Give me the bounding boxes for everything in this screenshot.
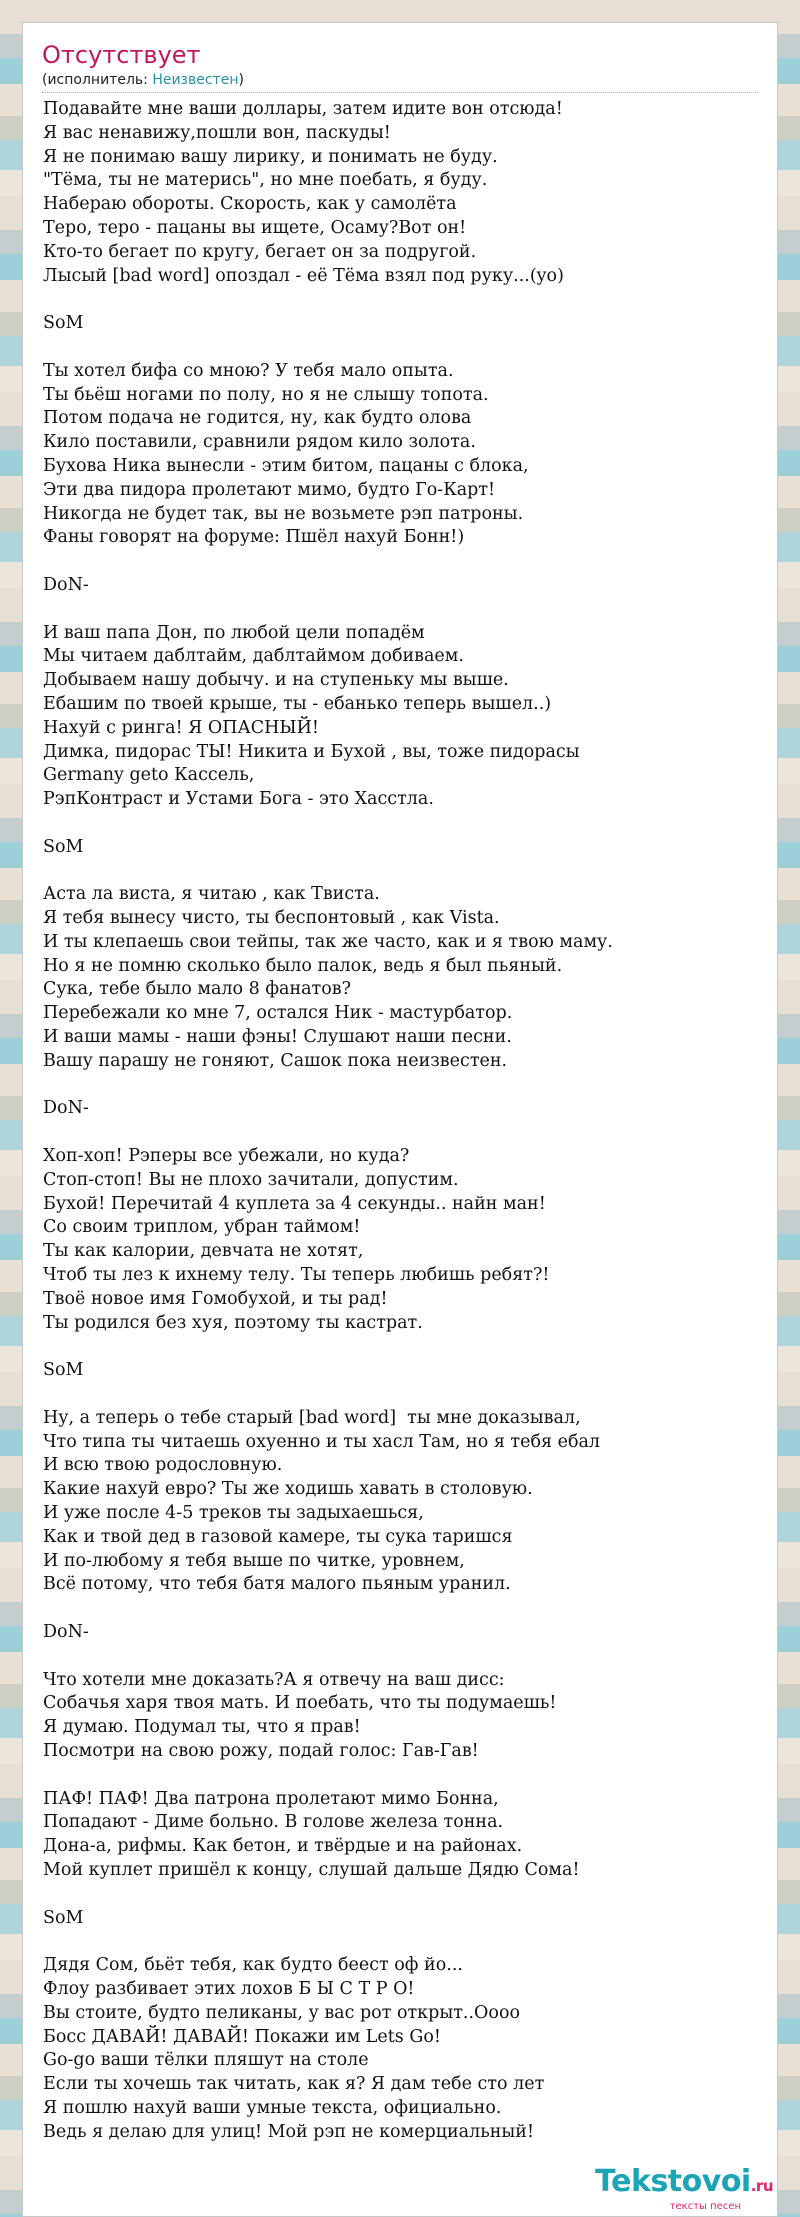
lyric-line: Сука, тебе было мало 8 фанатов? — [43, 979, 351, 1000]
lyric-line: Димка, пидорас ТЫ! Никита и Бухой , вы, тоже пидорасы — [43, 741, 580, 762]
lyric-line: Фаны говорят на форуме: Пшёл нахуй Бонн!) — [43, 527, 465, 548]
lyric-line: Мой куплет пришёл к концу, слушай дальше Дядю Сома! — [43, 1859, 580, 1880]
lyric-line: Добываем нашу добычу. и на ступеньку мы выше. — [43, 670, 509, 691]
lyric-line: Что хотели мне доказать?А я отвечу на ваш дисс: — [43, 1669, 505, 1690]
lyric-line: Ведь я делаю для улиц! Мой рэп не комерциальный! — [43, 2121, 535, 2142]
logo-tagline: тексты песен — [669, 2201, 741, 2212]
lyric-line: Перебежали ко мне 7, остался Ник - мастурбатор. — [43, 1003, 513, 1024]
lyric-line: Бухова Ника вынесли - этим битом, пацаны с блока, — [43, 455, 529, 476]
lyric-line — [43, 1930, 763, 1954]
lyric-line: Ебашим по твоей крыше, ты - ебанько теперь вышел..) — [43, 693, 552, 714]
lyric-line: DoN- — [43, 574, 89, 595]
logo-wordmark — [595, 2164, 773, 2201]
lyric-line: Ты как калории, девчата не хотят, — [43, 1241, 364, 1262]
lyric-line: "Тёма, ты не матерись", но мне поебать, я буду. — [43, 170, 488, 191]
lyric-line: Посмотри на свою рожу, подай голос: Гав-Гав! — [43, 1740, 479, 1761]
lyric-line: Мы читаем даблтайм, даблтаймом добиваем. — [43, 646, 464, 667]
artist-line — [42, 71, 758, 93]
lyric-line — [43, 1074, 763, 1098]
lyric-line — [43, 288, 763, 312]
site-logo[interactable] — [595, 2164, 773, 2212]
lyric-line: Вы стоите, будто пеликаны, у вас рот открыт..Оооо — [43, 2002, 521, 2023]
lyric-line: Эти два пидора пролетают мимо, будто Го-Карт! — [43, 479, 496, 500]
song-title: Отсутствует — [42, 41, 201, 69]
lyric-line: Но я не помню сколько было палок, ведь я был пьяный. — [43, 955, 563, 976]
lyric-line — [43, 336, 763, 360]
lyric-line: DoN- — [43, 1622, 89, 1642]
lyric-line — [43, 1645, 763, 1669]
artist-prefix: (исполнитель: — [42, 72, 153, 88]
lyrics-card — [22, 22, 778, 2217]
lyric-line: Ну, а теперь о тебе старый [bad word] ты мне доказывал, — [43, 1407, 581, 1428]
lyric-line: Дона-а, рифмы. Как бетон, и твёрдые и на районах. — [43, 1836, 523, 1857]
artist-link[interactable]: Неизвестен — [152, 72, 239, 88]
lyric-line: SoM — [43, 1360, 84, 1381]
lyric-line: И по-любому я тебя выше по читке, уровнем, — [43, 1550, 465, 1571]
lyric-line: Нахуй с ринга! Я ОПАСНЫЙ! — [43, 717, 319, 738]
lyric-line: Я думаю. Подумал ты, что я прав! — [43, 1717, 361, 1738]
lyric-line — [43, 1383, 763, 1407]
lyric-line: Аста ла виста, я читаю , как Твиста. — [43, 884, 380, 905]
lyric-line: Бухой! Перечитай 4 куплета за 4 секунды.. найн ман! — [43, 1193, 546, 1214]
lyric-line: Собачья харя твоя мать. И поебать, что ты подумаешь! — [43, 1693, 557, 1714]
lyric-line: Чтоб ты лез к ихнему телу. Ты теперь любишь ребят?! — [43, 1265, 550, 1286]
lyric-line: Если ты хочешь так читать, как я? Я дам тебе сто лет — [43, 2074, 545, 2095]
lyric-line: Босс ДАВАЙ! ДАВАЙ! Покажи им Lets Go! — [43, 2026, 441, 2047]
lyric-line — [43, 860, 763, 884]
lyric-line: SoM — [43, 1907, 84, 1928]
lyric-line: Я пошлю нахуй ваши умные текста, официально. — [43, 2097, 502, 2118]
lyric-line: Я не понимаю вашу лирику, и понимать не буду. — [43, 146, 498, 167]
lyric-line: Со своим триплом, убран таймом! — [43, 1217, 361, 1238]
lyric-line: И ваши мамы - наши фэны! Слушают наши песни. — [43, 1027, 512, 1048]
lyric-line: DoN- — [43, 1098, 89, 1119]
lyric-line: Никогда не будет так, вы не возьмете рэп патроны. — [43, 503, 524, 524]
lyric-line: Что типа ты читаешь охуенно и ты хасл Там, но я тебя ебал — [43, 1431, 601, 1452]
lyric-line — [43, 812, 763, 836]
lyric-line: Кило поставили, сравнили рядом кило золота. — [43, 432, 476, 453]
lyric-line: Ты бьёш ногами по полу, но я не слышу топота. — [43, 384, 489, 405]
lyric-line: Твоё новое имя Гомобухой, и ты рад! — [43, 1288, 388, 1309]
lyric-line: И ваш папа Дон, по любой цели попадём — [43, 622, 425, 643]
lyric-line: Germany geto Кассель, — [43, 765, 255, 786]
lyric-line: Попадают - Диме больно. В голове железа тонна. — [43, 1812, 504, 1833]
lyric-line: SoM — [43, 836, 84, 857]
lyric-line: Теро, теро - пацаны вы ищете, Осаму?Вот он! — [43, 217, 467, 238]
lyric-line: Дядя Сом, бьёт тебя, как будто беест оф йо... — [43, 1955, 463, 1976]
lyric-line: И всю твою родословную. — [43, 1455, 283, 1476]
lyric-line: Флоу разбивает этих лохов Б Ы С Т Р О! — [43, 1978, 415, 1999]
lyric-line: SoM — [43, 313, 84, 334]
lyric-line: Стоп-стоп! Вы не плохо зачитали, допустим. — [43, 1169, 459, 1190]
lyric-line: Как и твой дед в газовой камере, ты сука таришся — [43, 1526, 513, 1547]
lyric-line — [43, 1121, 763, 1145]
lyric-line: И уже после 4-5 треков ты задыхаешься, — [43, 1503, 424, 1524]
lyric-line: Хоп-хоп! Рэперы все убежали, но куда? — [43, 1146, 410, 1167]
lyric-line: Подавайте мне ваши доллары, затем идите вон отсюда! — [43, 99, 563, 119]
lyric-line — [43, 550, 763, 574]
lyric-line: РэпКонтраст и Устами Бога - это Хасстла. — [43, 789, 434, 810]
lyric-line — [43, 598, 763, 622]
lyric-line: Набераю обороты. Скорость, как у самолёта — [43, 194, 457, 215]
lyric-line: Вашу парашу не гоняют, Сашок пока неизвестен. — [43, 1050, 508, 1071]
lyrics-text — [43, 98, 763, 2145]
lyric-line: Какие нахуй евро? Ты же ходишь хавать в столовую. — [43, 1479, 533, 1500]
lyric-line: Ты родился без хуя, поэтому ты кастрат. — [43, 1312, 423, 1333]
lyric-line: Лысый [bad word] опоздал - её Тёма взял под руку...(yo) — [43, 265, 564, 286]
logo-tld: .ru — [750, 2177, 773, 2195]
lyric-line — [43, 1597, 763, 1621]
lyric-line: Потом подача не годится, ну, как будто олова — [43, 408, 472, 429]
lyric-line: Go-go ваши тёлки пляшут на столе — [43, 2050, 369, 2071]
lyric-line — [43, 1335, 763, 1359]
lyric-line: Я тебя вынесу чисто, ты беспонтовый , как Vista. — [43, 908, 500, 929]
lyric-line: Я вас ненавижу,пошли вон, паскуды! — [43, 122, 391, 143]
lyric-line: И ты клепаешь свои тейпы, так же часто, как и я твою маму. — [43, 931, 613, 952]
lyric-line: Всё потому, что тебя батя малого пьяным уранил. — [43, 1574, 511, 1595]
logo-name: Tekstovoi — [595, 2164, 751, 2199]
lyric-line: Кто-то бегает по кругу, бегает он за подругой. — [43, 241, 477, 262]
lyric-line — [43, 1764, 763, 1788]
lyric-line: Ты хотел бифа со мною? У тебя мало опыта. — [43, 360, 454, 381]
artist-suffix: ) — [238, 72, 244, 88]
lyric-line: ПАФ! ПАФ! Два патрона пролетают мимо Бонна, — [43, 1788, 499, 1809]
lyric-line — [43, 1883, 763, 1907]
